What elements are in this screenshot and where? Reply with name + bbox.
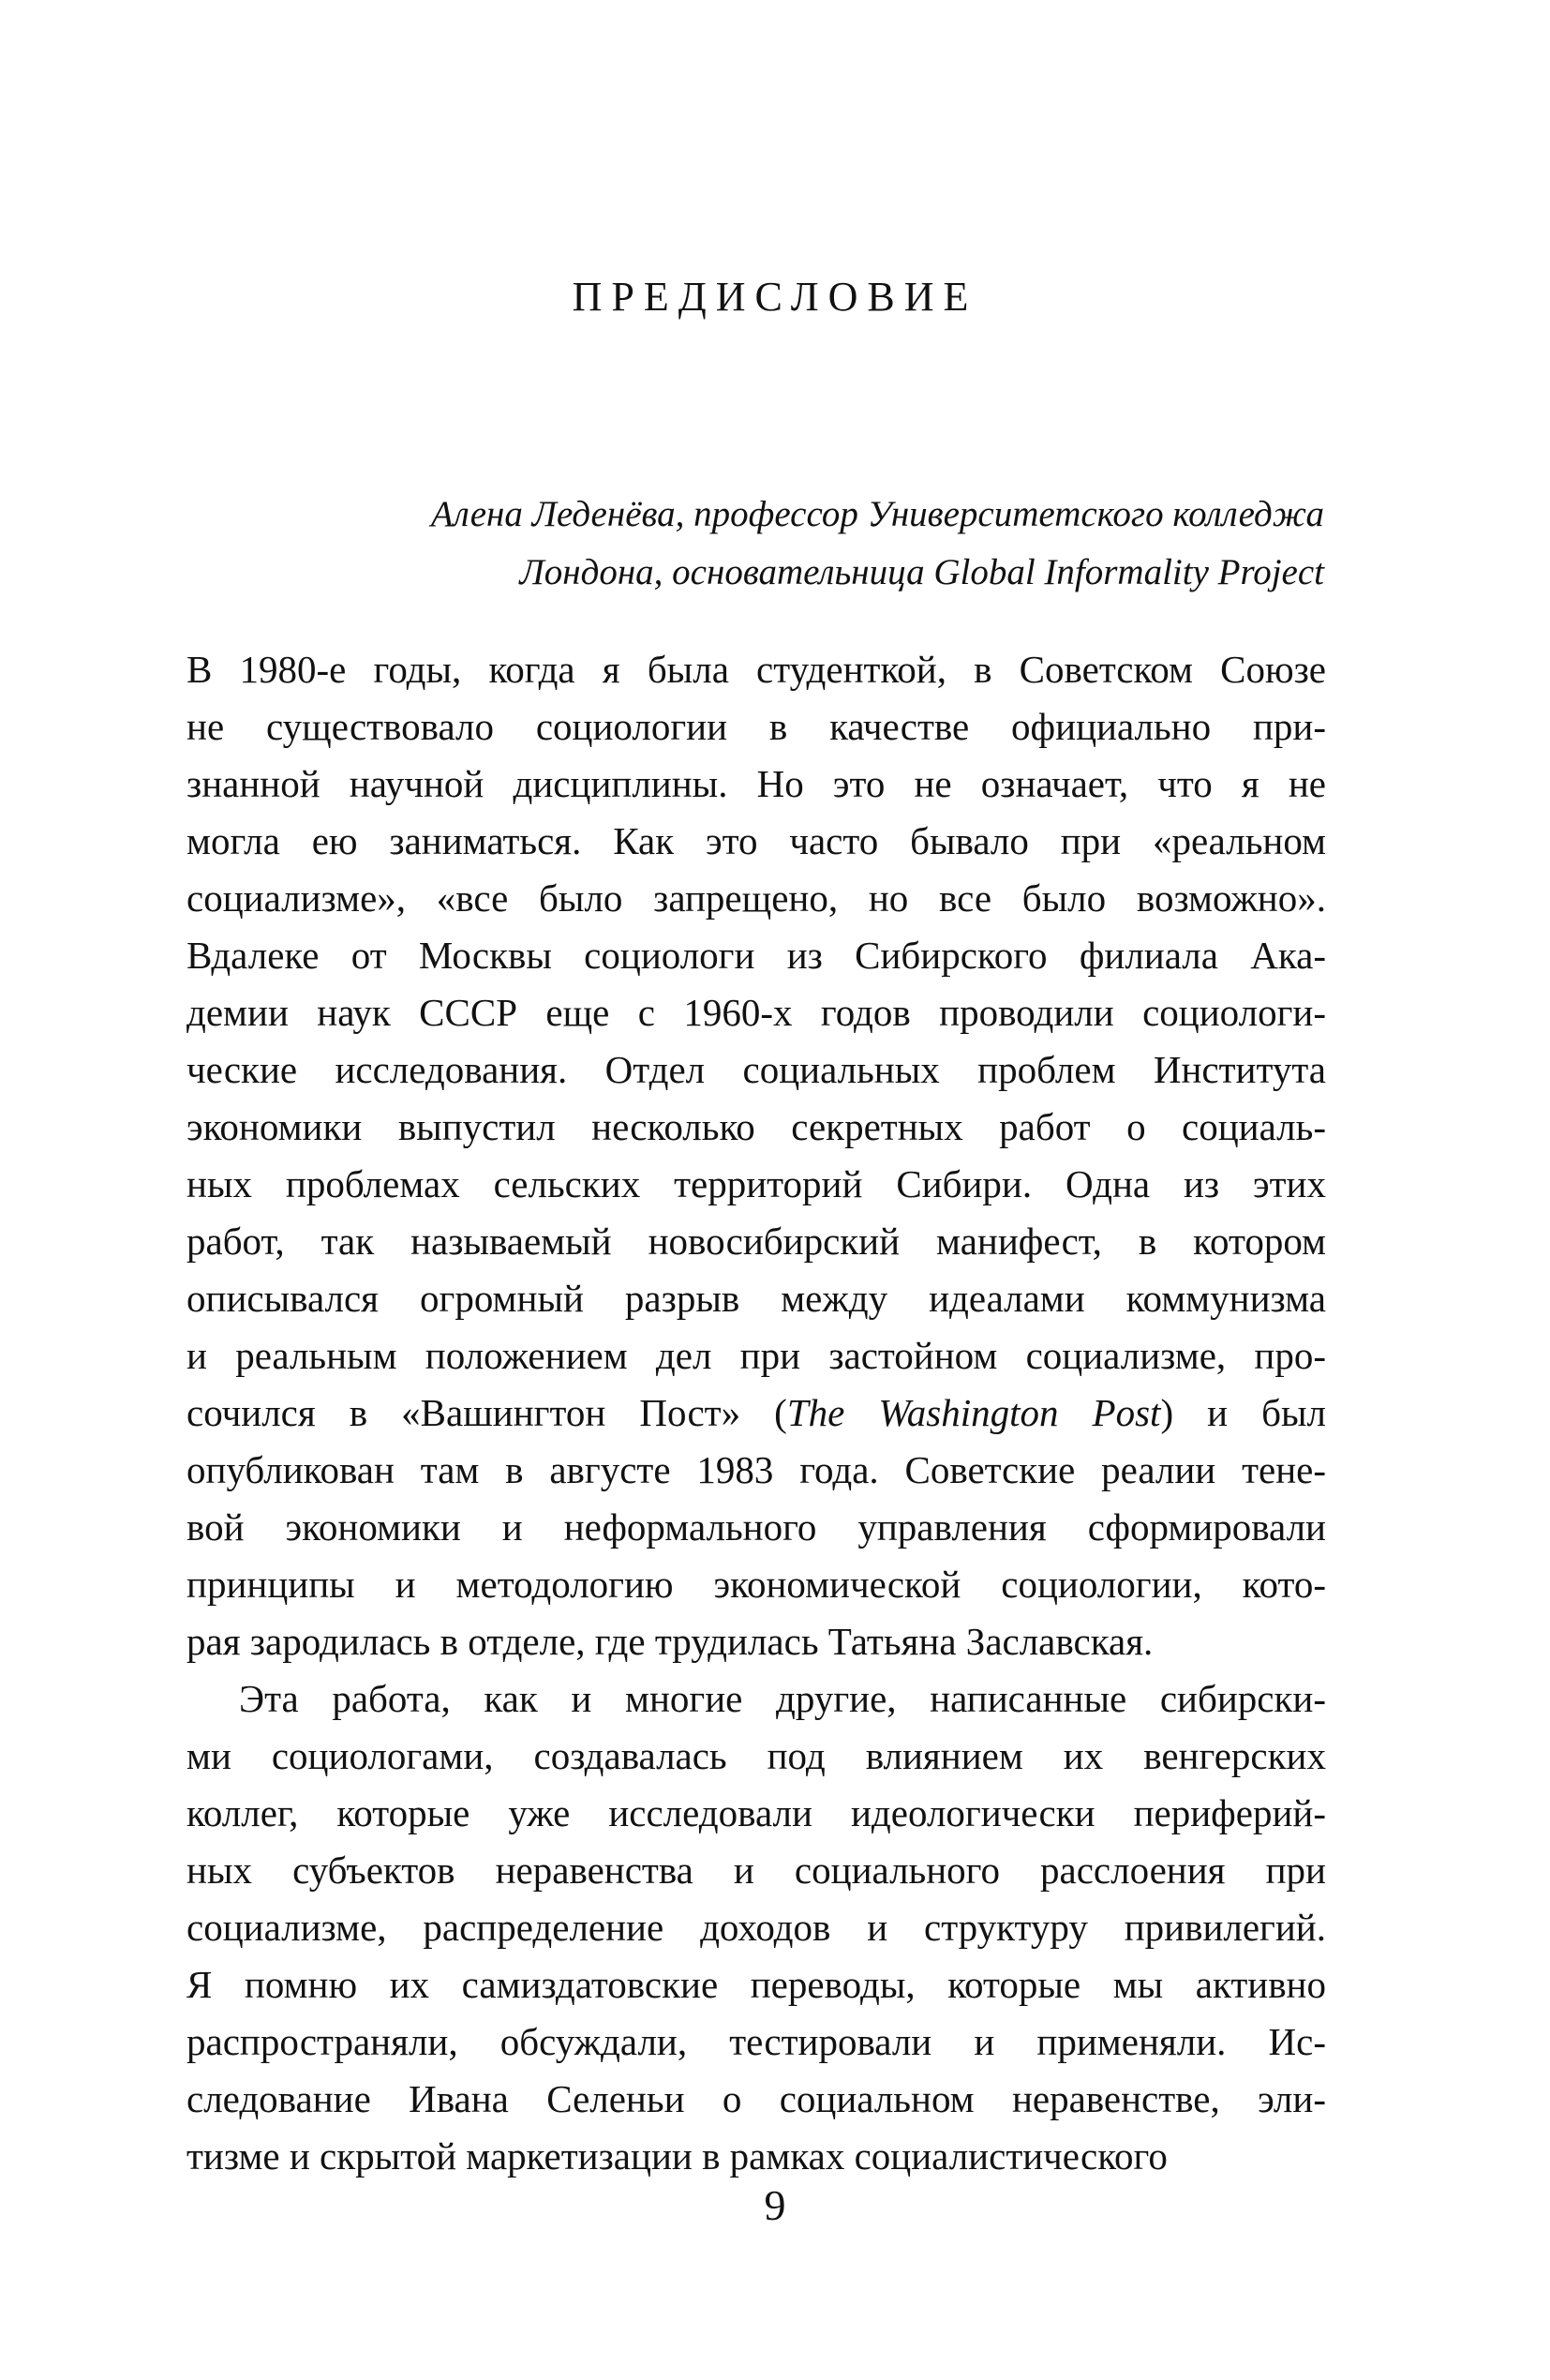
text-line-content: следование Ивана Селеньи о социальном неравенстве, эли- bbox=[186, 2077, 1326, 2120]
text-line bbox=[186, 756, 1326, 813]
text-line-content: знанной научной дисциплины. Но это не означает, что я не bbox=[186, 762, 1326, 805]
text-line-content: опубликован там в августе 1983 года. Советские реалии тене- bbox=[186, 1448, 1326, 1491]
text-line-content: социализме, распределение доходов и структуру привилегий. bbox=[186, 1906, 1326, 1949]
text-line bbox=[186, 1899, 1326, 1956]
text-line bbox=[186, 698, 1326, 756]
paragraph bbox=[186, 1670, 1326, 2185]
text-line bbox=[186, 1785, 1326, 1842]
text-line-content: вой экономики и неформального управления сформировали bbox=[186, 1505, 1326, 1549]
text-line-content: Я помню их самиздатовские переводы, которые мы активно bbox=[186, 1963, 1326, 2006]
text-line bbox=[186, 1156, 1326, 1213]
text-line-content: тизме и скрытой маркетизации в рамках социалистического bbox=[186, 2134, 1168, 2178]
text-line-content: ных субъектов неравенства и социального расслоения при bbox=[186, 1849, 1326, 1892]
text-line bbox=[186, 1556, 1326, 1613]
text-line-content: ми социологами, создавалась под влиянием их венгерских bbox=[186, 1734, 1326, 1777]
text-line-content: не существовало социологии в качестве официально при- bbox=[186, 705, 1326, 748]
text-line bbox=[186, 1041, 1326, 1099]
epigraph-line: Алена Леденёва, профессор Университетского колледжа bbox=[430, 494, 1324, 534]
text-line bbox=[186, 1213, 1326, 1270]
text-line-content bbox=[186, 1385, 1326, 1442]
text-line-content: В 1980-е годы, когда я была студенткой, в Советском Союзе bbox=[186, 648, 1326, 691]
paragraph bbox=[186, 641, 1326, 1670]
body-text bbox=[186, 641, 1326, 2185]
text-line bbox=[186, 1499, 1326, 1556]
text-line bbox=[186, 641, 1326, 698]
text-line bbox=[186, 1956, 1326, 2013]
text-line-content: рая зародилась в отделе, где трудилась Татьяна Заславская. bbox=[186, 1620, 1154, 1663]
text-line bbox=[186, 1670, 1326, 1728]
epigraph-attribution bbox=[187, 486, 1324, 602]
text-segment: ) и был bbox=[1160, 1391, 1326, 1434]
italic-title: The Washington Post bbox=[786, 1391, 1161, 1434]
page-number: 9 bbox=[764, 2181, 786, 2229]
text-line-content: Эта работа, как и многие другие, написанные сибирски- bbox=[239, 1677, 1326, 1720]
text-line bbox=[186, 2071, 1326, 2128]
text-line bbox=[186, 1728, 1326, 1785]
text-segment: сочился в «Вашингтон Пост» ( bbox=[186, 1391, 787, 1434]
text-line bbox=[186, 927, 1326, 984]
text-line-content: ческие исследования. Отдел социальных проблем Института bbox=[186, 1048, 1326, 1091]
text-line bbox=[186, 1327, 1326, 1385]
text-line-content: принципы и методологию экономической социологии, кото- bbox=[186, 1563, 1326, 1606]
text-line bbox=[186, 813, 1326, 870]
text-line bbox=[186, 1270, 1326, 1327]
text-line-content: описывался огромный разрыв между идеалами коммунизма bbox=[186, 1277, 1326, 1320]
text-line-content: демии наук СССР еще с 1960-х годов проводили социологи- bbox=[186, 991, 1326, 1034]
text-line-content: ных проблемах сельских территорий Сибири. Одна из этих bbox=[186, 1162, 1326, 1205]
text-line bbox=[186, 1442, 1326, 1499]
text-line bbox=[186, 1613, 1326, 1670]
text-line bbox=[186, 1099, 1326, 1156]
text-line-content: Вдалеке от Москвы социологи из Сибирского филиала Ака- bbox=[186, 934, 1326, 977]
text-line-content: социализме», «все было запрещено, но все было возможно». bbox=[186, 876, 1326, 920]
text-line bbox=[186, 1842, 1326, 1899]
text-line-content: могла ею заниматься. Как это часто бывало при «реальном bbox=[186, 819, 1326, 862]
text-line-content: экономики выпустил несколько секретных работ о социаль- bbox=[186, 1105, 1326, 1148]
text-line-content: и реальным положением дел при застойном социализме, про- bbox=[186, 1334, 1326, 1377]
epigraph-line: Лондона, основательница Global Informality Project bbox=[519, 552, 1324, 592]
chapter-title: ПРЕДИСЛОВИЕ bbox=[572, 274, 978, 320]
text-line bbox=[186, 870, 1326, 927]
text-line bbox=[186, 1385, 1326, 1442]
text-line bbox=[186, 984, 1326, 1041]
text-line-content: работ, так называемый новосибирский манифест, в котором bbox=[186, 1220, 1326, 1263]
text-line-content: распространяли, обсуждали, тестировали и применяли. Ис- bbox=[186, 2020, 1326, 2063]
text-line-content: коллег, которые уже исследовали идеологически периферий- bbox=[186, 1791, 1326, 1834]
text-line bbox=[186, 2013, 1326, 2071]
